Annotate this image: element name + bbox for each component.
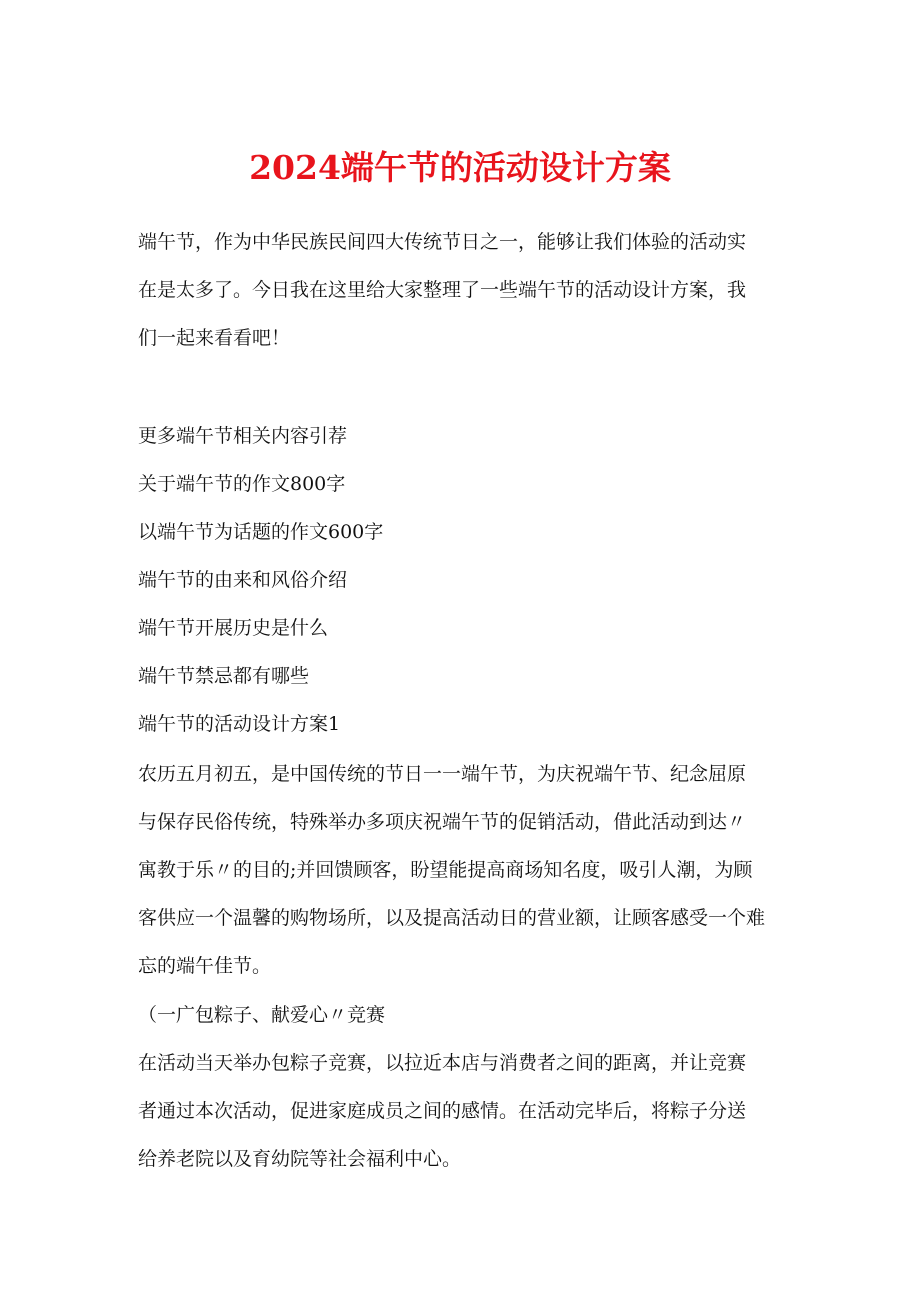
plan-line: 与保存民俗传统，特殊举办多项庆祝端午节的促销活动，借此活动到达〃 bbox=[138, 811, 747, 833]
related-link[interactable]: 以端午节为话题的作文600字 bbox=[138, 521, 384, 543]
section-paragraph bbox=[138, 1039, 788, 1183]
plan-paragraph bbox=[138, 750, 788, 990]
intro-paragraph bbox=[138, 218, 788, 362]
intro-line: 在是太多了。今日我在这里给大家整理了一些端午节的活动设计方案，我 bbox=[138, 279, 747, 301]
related-link[interactable]: 端午节禁忌都有哪些 bbox=[138, 665, 310, 687]
intro-line: 们一起来看看吧！ bbox=[138, 327, 291, 349]
related-heading: 更多端午节相关内容引荐 bbox=[138, 425, 348, 447]
related-link[interactable]: 端午节的由来和风俗介绍 bbox=[138, 569, 348, 591]
related-link[interactable]: 端午节开展历史是什么 bbox=[138, 617, 329, 639]
related-content-list bbox=[138, 412, 788, 748]
page-title: 2024端午节的活动设计方案 bbox=[249, 148, 671, 187]
section-heading-text: （一广包粽子、献爱心〃竞赛 bbox=[138, 1004, 386, 1026]
section-line: 在活动当天举办包粽子竞赛，以拉近本店与消费者之间的距离，并让竞赛 bbox=[138, 1052, 747, 1074]
plan-line: 寓教于乐〃的目的;并回馈顾客，盼望能提高商场知名度，吸引人潮，为顾 bbox=[138, 859, 753, 881]
plan-line: 忘的端午佳节。 bbox=[138, 955, 272, 977]
section-heading bbox=[138, 991, 788, 1039]
intro-line: 端午节，作为中华民族民间四大传统节日之一，能够让我们体验的活动实 bbox=[138, 231, 747, 253]
plan-line: 农历五月初五，是中国传统的节日一一端午节，为庆祝端午节、纪念屈原 bbox=[138, 763, 747, 785]
plan-line: 客供应一个温馨的购物场所，以及提高活动日的营业额，让顾客感受一个难 bbox=[138, 907, 766, 929]
section-line: 给养老院以及育幼院等社会福利中心。 bbox=[138, 1148, 462, 1170]
section-line: 者通过本次活动，促进家庭成员之间的感情。在活动完毕后，将粽子分送 bbox=[138, 1100, 747, 1122]
related-link[interactable]: 关于端午节的作文800字 bbox=[138, 473, 346, 495]
plan-heading: 端午节的活动设计方案1 bbox=[138, 713, 341, 735]
